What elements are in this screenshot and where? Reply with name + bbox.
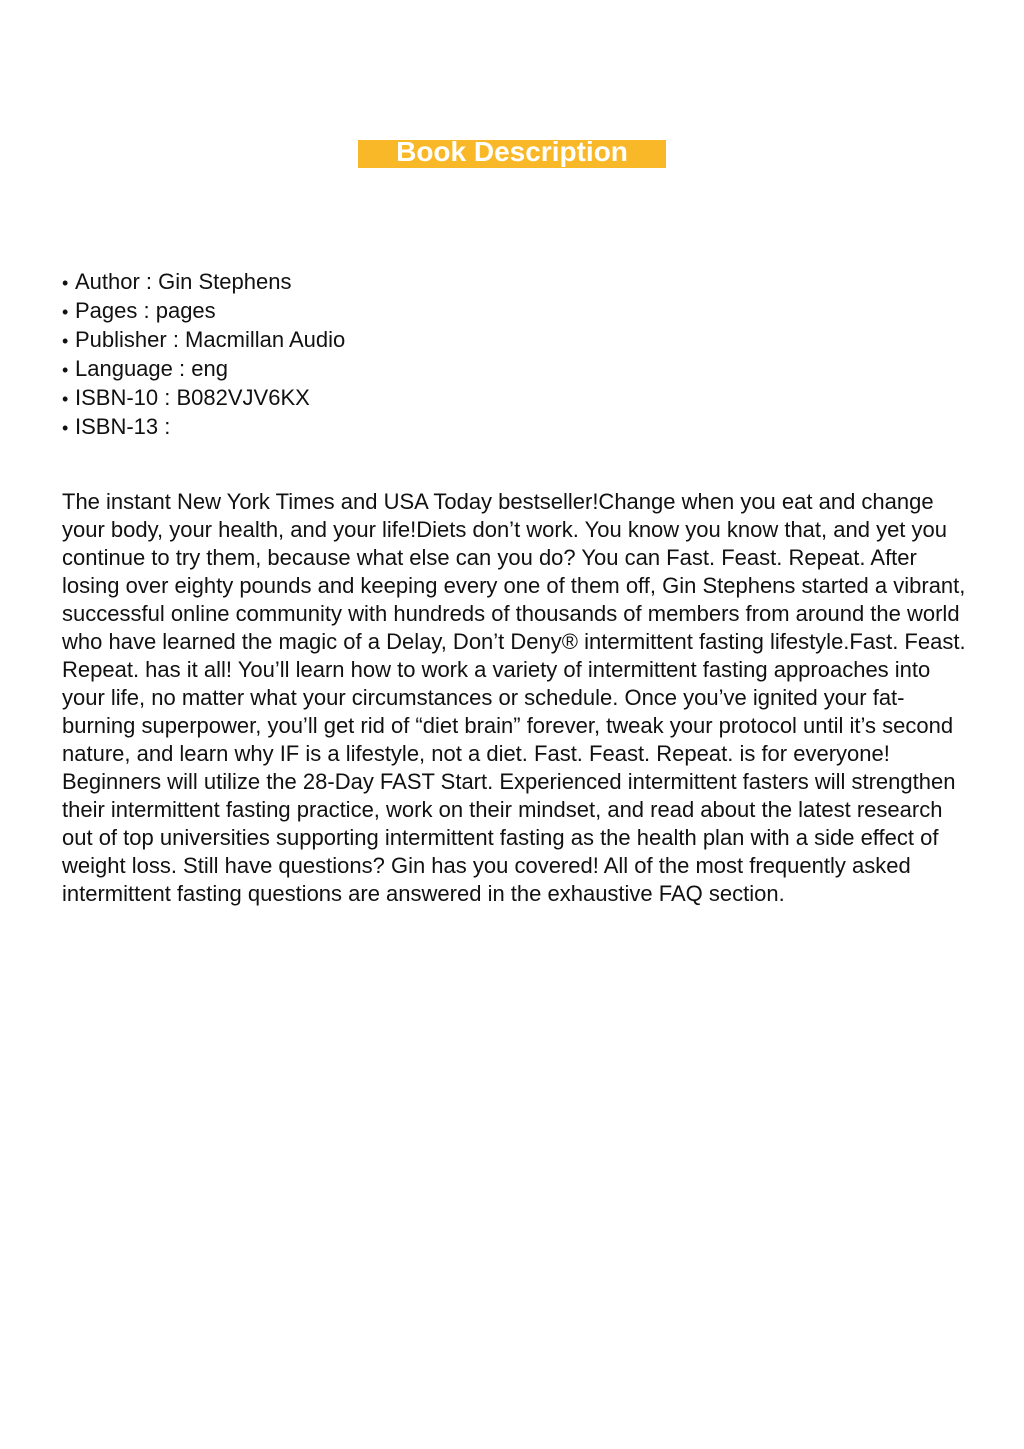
- bullet-icon: •: [62, 331, 69, 351]
- list-item: [62, 355, 345, 384]
- metadata-author: Author : Gin Stephens: [75, 269, 292, 294]
- page-title: Book Description: [396, 136, 628, 167]
- metadata-publisher: Publisher : Macmillan Audio: [75, 327, 346, 352]
- list-item: [62, 268, 345, 297]
- bullet-icon: •: [62, 302, 69, 322]
- metadata-isbn-13: ISBN-13 :: [75, 414, 171, 439]
- book-description-text: The instant New York Times and USA Today bestseller!Change when you eat and change your body, your health, and your life!Diets don’t work. You know you know that, and yet you continue to try them, because what else can you do? You can Fast. Feast. Repeat. After losing over eighty pounds and keeping every one of them off, Gin Stephens started a vibrant, successful online community with hundreds of thousands of members from around the world who have learned the magic of a Delay, Don’t Deny® intermittent fasting lifestyle.Fast. Feast. Repeat. has it all! You’ll learn how to work a variety of intermittent fasting approaches into your life, no matter what your circumstances or schedule. Once you’ve ignited your fat-burning superpower, you’ll get rid of “diet brain” forever, tweak your protocol until it’s second nature, and learn why IF is a lifestyle, not a diet. Fast. Feast. Repeat. is for everyone! Beginners will utilize the 28-Day FAST Start. Experienced intermittent fasters will strengthen their intermittent fasting practice, work on their mindset, and read about the latest research out of top universities supporting intermittent fasting as the health plan with a side effect of weight loss. Still have questions? Gin has you covered! All of the most frequently asked intermittent fasting questions are answered in the exhaustive FAQ section.: [62, 489, 966, 906]
- list-item: [62, 297, 345, 326]
- list-item: [62, 384, 345, 413]
- list-item: [62, 326, 345, 355]
- metadata-language: Language : eng: [75, 356, 228, 381]
- bullet-icon: •: [62, 418, 69, 438]
- metadata-pages: Pages : pages: [75, 298, 216, 323]
- book-metadata-list: [62, 268, 345, 442]
- bullet-icon: •: [62, 360, 69, 380]
- title-banner: [358, 136, 666, 168]
- list-item: [62, 413, 345, 442]
- bullet-icon: •: [62, 389, 69, 409]
- metadata-isbn-10: ISBN-10 : B082VJV6KX: [75, 385, 310, 410]
- bullet-icon: •: [62, 273, 69, 293]
